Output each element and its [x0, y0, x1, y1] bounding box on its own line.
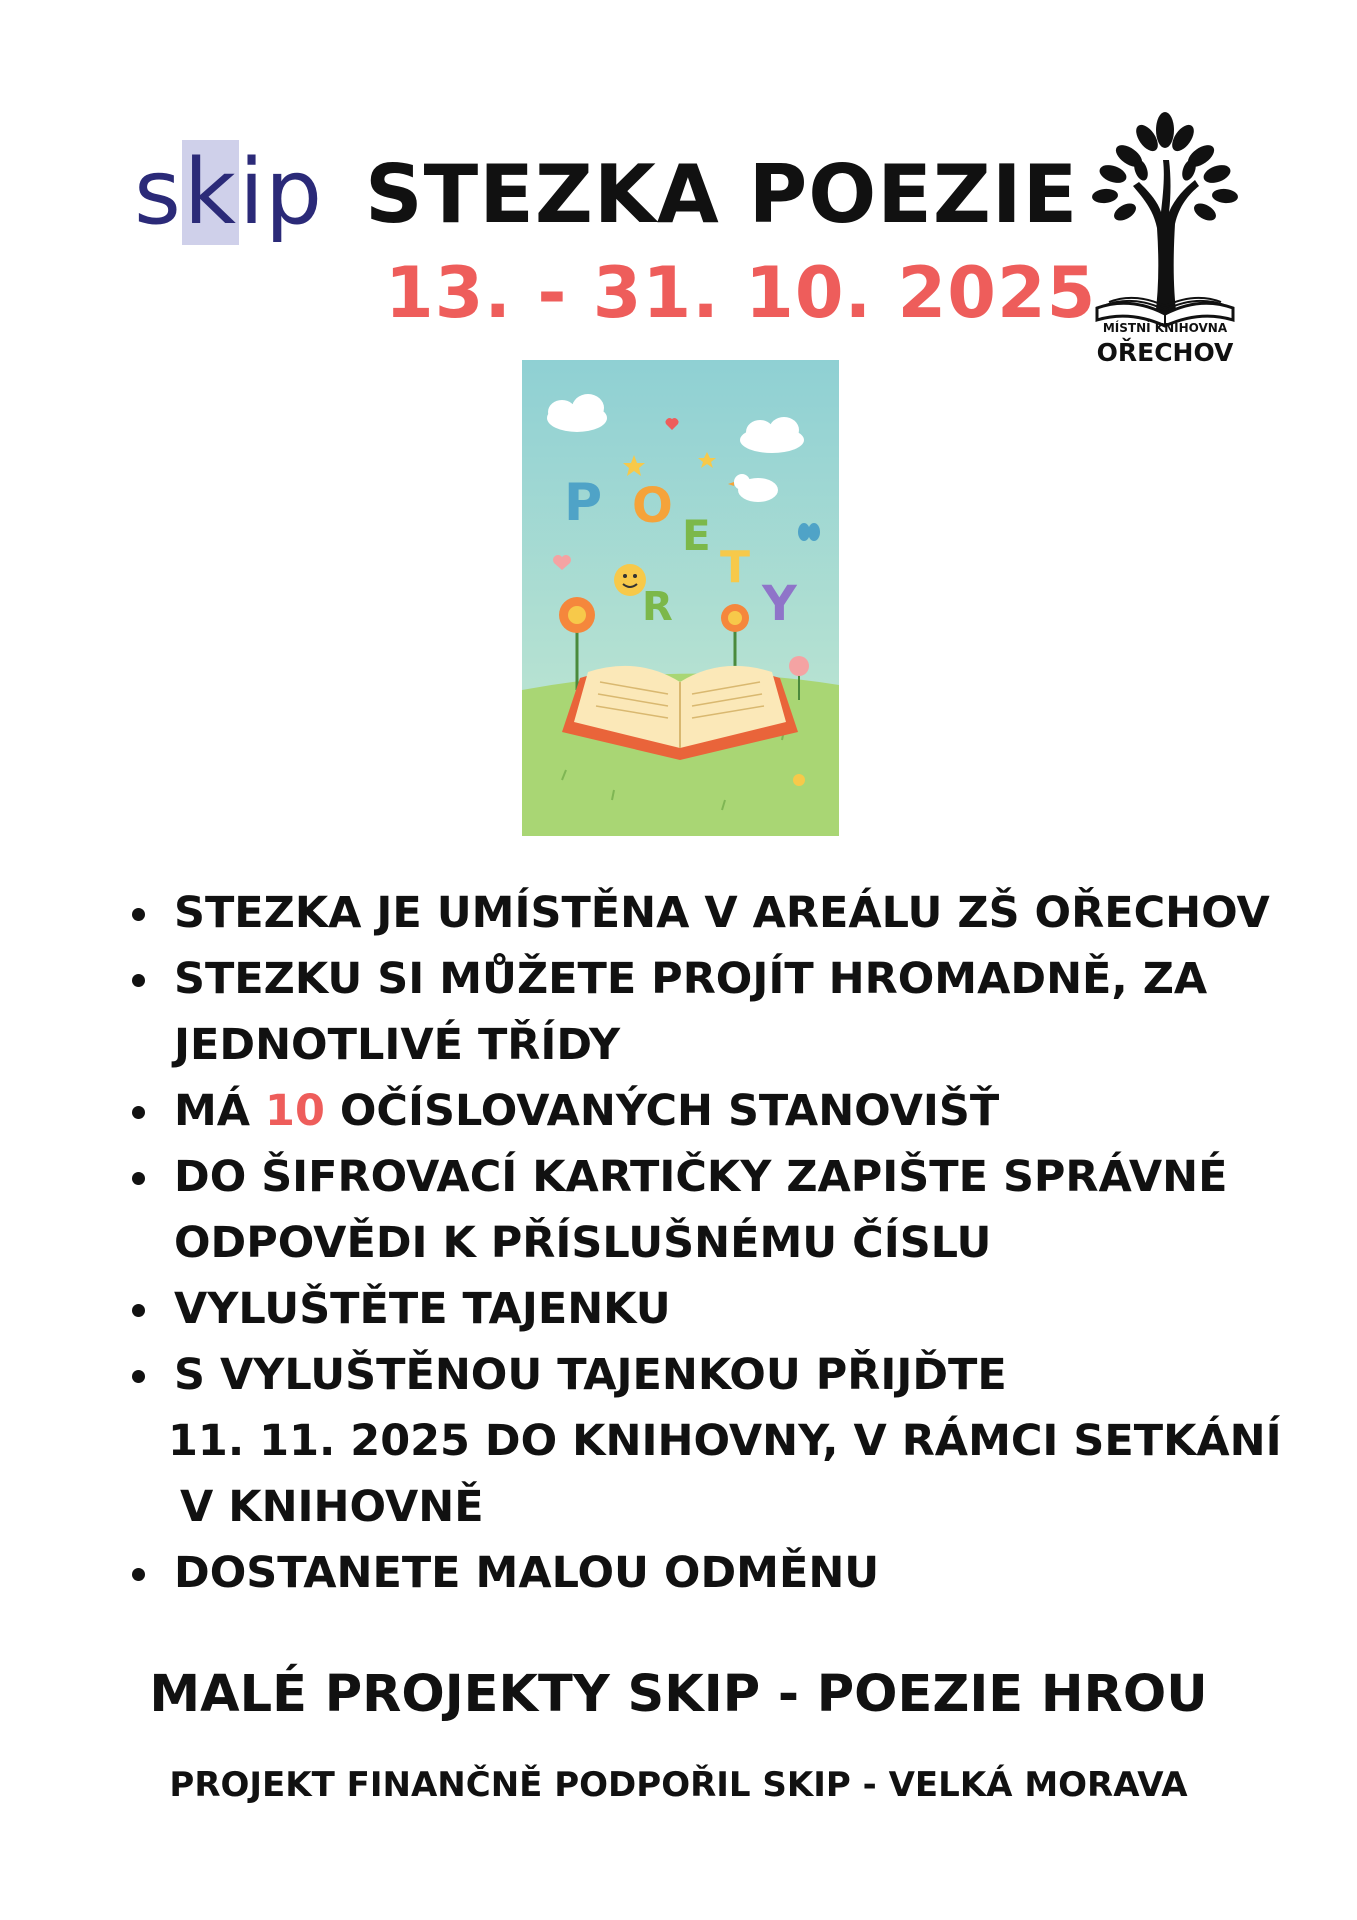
list-item	[128, 1276, 1308, 1342]
skip-logo-ip: ip	[239, 140, 324, 245]
info-list	[128, 880, 1308, 1606]
skip-logo	[134, 128, 334, 258]
svg-text:Y: Y	[762, 576, 797, 632]
poetry-book-illustration-icon	[522, 360, 839, 836]
sponsor-note: PROJEKT FINANČNĚ PODPOŘIL SKIP - VELKÁ MORAVA	[169, 1765, 1188, 1805]
list-item	[128, 1342, 1308, 1540]
skip-logo-s: s	[134, 140, 182, 245]
project-title: MALÉ PROJEKTY SKIP - POEZIE HROU	[149, 1665, 1208, 1724]
page-title: STEZKA POEZIE	[365, 148, 1079, 241]
list-item	[128, 1078, 1308, 1144]
list-item	[128, 1540, 1308, 1606]
svg-text:O: O	[632, 478, 673, 534]
svg-text:E: E	[682, 511, 711, 560]
bullet-text-2-line1: STEZKU SI MŮŽETE PROJÍT HROMADNĚ, ZA	[174, 954, 1208, 1004]
bullet-text-6-line3: V KNIHOVNĚ	[180, 1482, 484, 1532]
svg-text:T: T	[720, 542, 751, 593]
list-item	[128, 880, 1308, 946]
list-item	[128, 946, 1308, 1078]
bullet-text-4-line2: ODPOVĚDI K PŘÍSLUŠNÉMU ČÍSLU	[174, 1218, 992, 1268]
station-count: 10	[265, 1086, 325, 1136]
bullet-text-7: DOSTANETE MALOU ODMĚNU	[174, 1548, 880, 1598]
library-logo-line2: OŘECHOV	[1096, 338, 1234, 367]
bullet-text-3-post: OČÍSLOVANÝCH STANOVIŠŤ	[324, 1086, 1000, 1136]
svg-text:P: P	[564, 473, 603, 533]
bullet-text-5: VYLUŠTĚTE TAJENKU	[174, 1284, 671, 1334]
bullet-text-2-line2: JEDNOTLIVÉ TŘÍDY	[174, 1020, 621, 1070]
list-item	[128, 1144, 1308, 1276]
library-logo-line1: MÍSTNÍ KNIHOVNA	[1102, 321, 1228, 335]
skip-logo-k: k	[183, 140, 238, 245]
bullet-text-4-line1: DO ŠIFROVACÍ KARTIČKY ZAPIŠTE SPRÁVNÉ	[174, 1152, 1228, 1202]
bullet-text-1: STEZKA JE UMÍSTĚNA V AREÁLU ZŠ OŘECHOV	[174, 888, 1270, 938]
bullet-text-6-line2: 11. 11. 2025 DO KNIHOVNY, V RÁMCI SETKÁNÍ	[168, 1416, 1282, 1466]
bullet-text-3-pre: MÁ	[174, 1086, 266, 1136]
event-date: 13. - 31. 10. 2025	[385, 252, 1097, 334]
svg-text:R: R	[642, 584, 673, 630]
bullet-text-6-line1: S VYLUŠTĚNOU TAJENKOU PŘIJĎTE	[174, 1350, 1007, 1400]
